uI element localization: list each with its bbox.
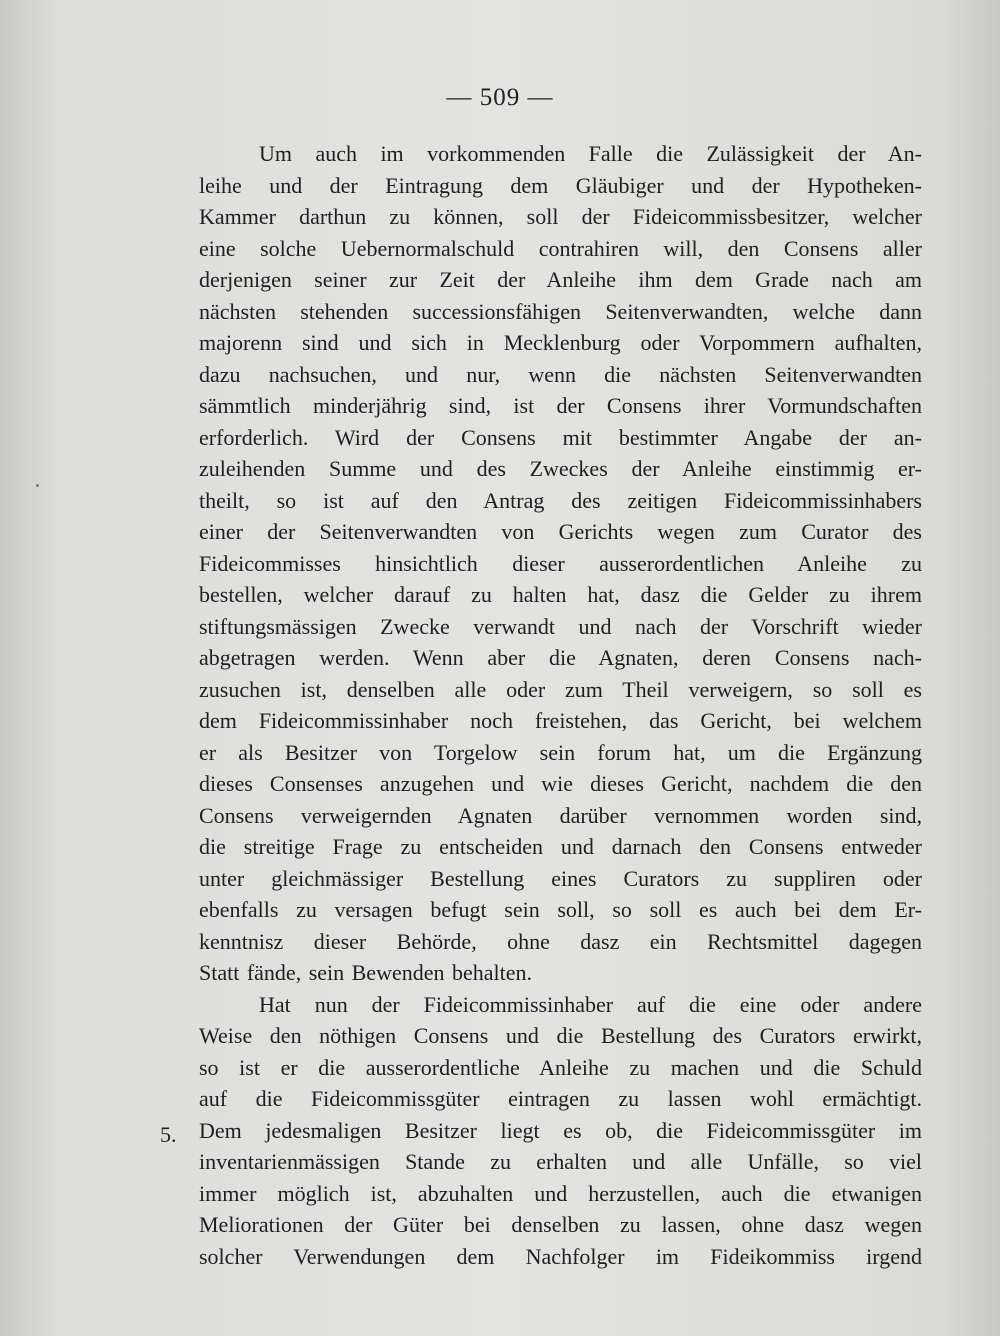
text-line: derjenigen seiner zur Zeit der Anleihe ihm dem Grade nach am — [199, 267, 922, 292]
text-line: dem Fideicommissinhaber noch freistehen, das Gericht, bei welchem — [199, 708, 922, 733]
text-line: sämmtlich minderjährig sind, ist der Consens ihrer Vormundschaften — [199, 393, 922, 418]
text-line: Statt fände, sein Bewenden behalten. — [199, 960, 533, 985]
text-line: Um auch im vorkommenden Falle die Zulässigkeit der An- — [259, 141, 922, 166]
body-text — [199, 138, 922, 1272]
text-line: so ist er die ausserordentliche Anleihe zu machen und die Schuld — [199, 1054, 922, 1080]
text-line: eine solche Uebernormalschuld contrahiren will, den Consens aller — [199, 235, 922, 261]
paragraph-2 — [199, 989, 922, 1115]
text-line: zusuchen ist, denselben alle oder zum Theil verweigern, so soll es — [199, 676, 922, 702]
text-line: Hat nun der Fideicommissinhaber auf die eine oder andere — [259, 991, 922, 1017]
text-line: unter gleichmässiger Bestellung eines Curators zu suppliren oder — [199, 865, 922, 891]
page-number: — 509 — — [446, 84, 554, 111]
text-line: immer möglich ist, abzuhalten und herzustellen, auch die etwanigen — [199, 1180, 922, 1206]
text-line: leihe und der Eintragung dem Gläubiger und der Hypotheken- — [199, 172, 922, 198]
text-line: Consens verweigernden Agnaten darüber vernommen worden sind, — [199, 802, 922, 828]
text-line: Dem jedesmaligen Besitzer liegt es ob, die Fideicommissgüter im — [199, 1117, 922, 1143]
text-line: einer der Seitenverwandten von Gerichts wegen zum Curator des — [199, 519, 922, 544]
section-number: 5. — [160, 1122, 177, 1147]
text-line: abgetragen werden. Wenn aber die Agnaten, deren Consens nach- — [199, 645, 922, 670]
text-line: Weise den nöthigen Consens und die Bestellung des Curators erwirkt, — [199, 1023, 922, 1048]
text-line: stiftungsmässigen Zwecke verwandt und nach der Vorschrift wieder — [199, 613, 922, 639]
paragraph-1 — [199, 138, 922, 989]
text-line: Kammer darthun zu können, soll der Fideicommissbesitzer, welcher — [199, 204, 922, 229]
text-line: bestellen, welcher darauf zu halten hat, dasz die Gelder zu ihrem — [199, 582, 922, 607]
text-line: theilt, so ist auf den Antrag des zeitigen Fideicommissinhabers — [199, 487, 922, 513]
text-line: zuleihenden Summe und des Zweckes der Anleihe einstimmig er- — [199, 456, 922, 481]
text-line: ebenfalls zu versagen befugt sein soll, so soll es auch bei dem Er- — [199, 897, 922, 922]
text-line: nächsten stehenden successionsfähigen Seitenverwandten, welche dann — [199, 298, 922, 324]
text-line: kenntnisz dieser Behörde, ohne dasz ein Rechtsmittel dagegen — [199, 928, 922, 954]
text-line: erforderlich. Wird der Consens mit bestimmter Angabe der an- — [199, 424, 922, 450]
text-line: Fideicommisses hinsichtlich dieser ausserordentlichen Anleihe zu — [199, 550, 922, 576]
paper-speck — [36, 484, 39, 487]
text-line: die streitige Frage zu entscheiden und darnach den Consens entweder — [199, 834, 922, 859]
text-line: Meliorationen der Güter bei denselben zu lassen, ohne dasz wegen — [199, 1212, 922, 1237]
text-line: dazu nachsuchen, und nur, wenn die nächsten Seitenverwandten — [199, 361, 922, 387]
text-line: inventarienmässigen Stande zu erhalten und alle Unfälle, so viel — [199, 1149, 922, 1174]
text-line: solcher Verwendungen dem Nachfolger im Fideikommiss irgend — [199, 1243, 922, 1269]
text-line: auf die Fideicommissgüter eintragen zu lassen wohl ermächtigt. — [199, 1086, 922, 1111]
text-line: majorenn sind und sich in Mecklenburg oder Vorpommern aufhalten, — [199, 330, 922, 355]
text-line: er als Besitzer von Torgelow sein forum hat, um die Ergänzung — [199, 739, 922, 765]
text-line: dieses Consenses anzugehen und wie dieses Gericht, nachdem die den — [199, 771, 922, 796]
section-5 — [199, 1115, 922, 1273]
